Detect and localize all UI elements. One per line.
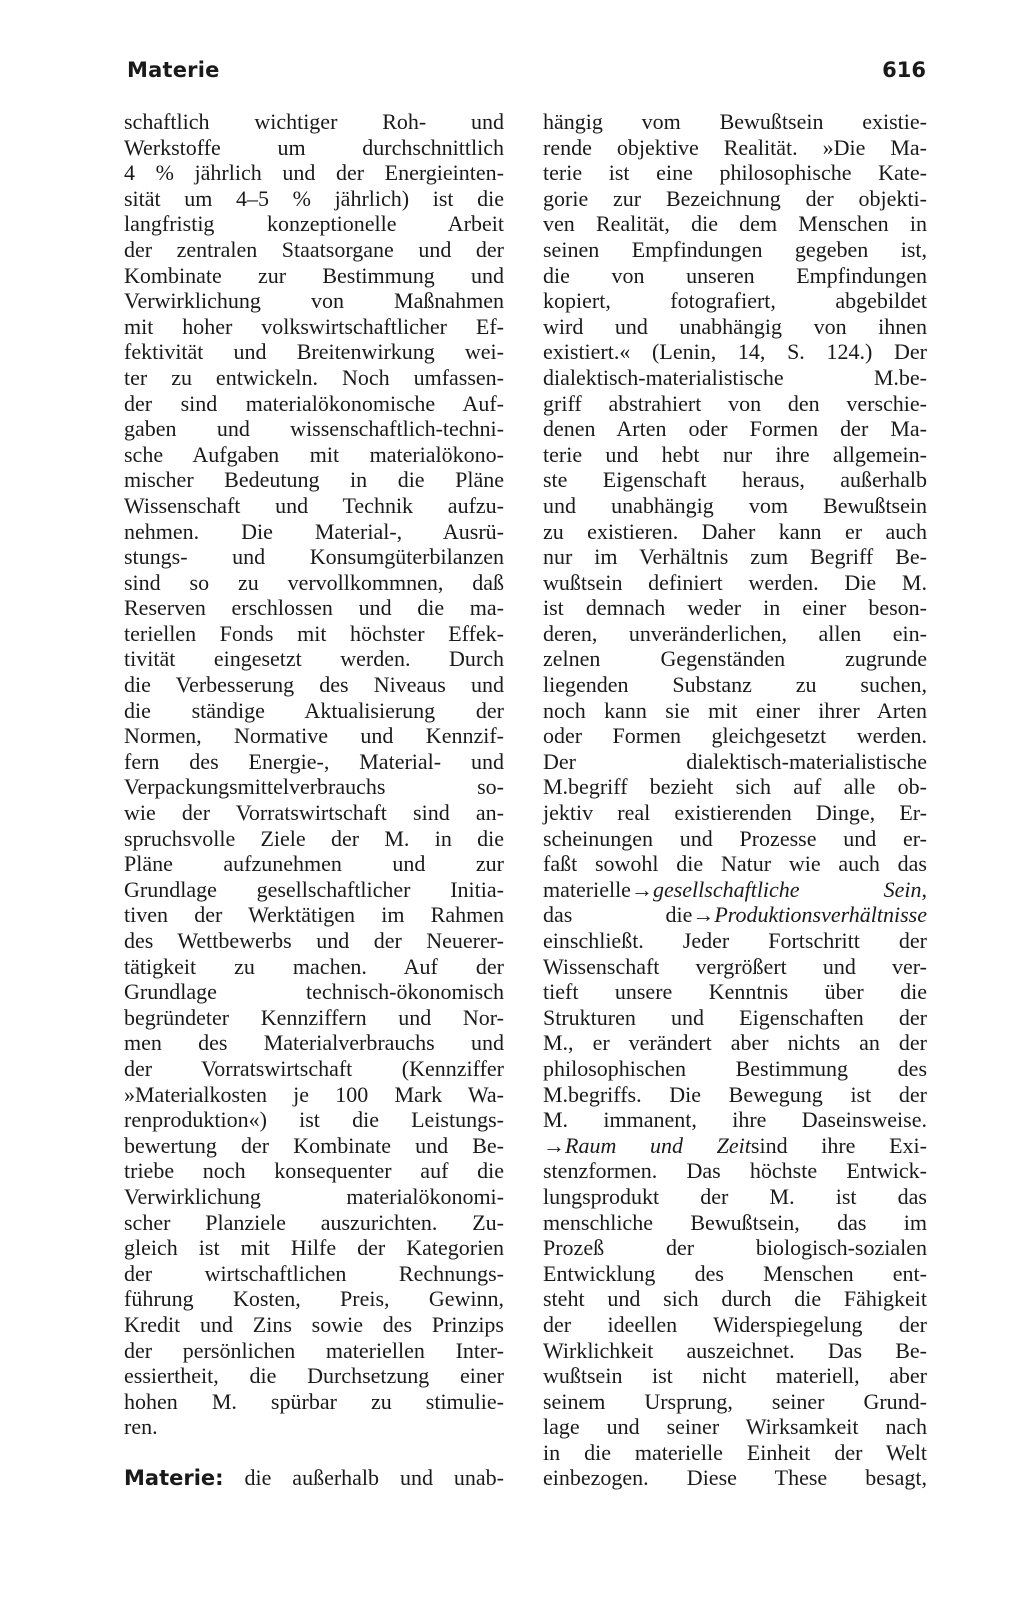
text-line: Reserven erschlossen und die ma- [124, 595, 504, 621]
text-line: hängig vom Bewußtsein existie- [543, 109, 927, 134]
ref-suffix: sind ihre Exi- [750, 1132, 927, 1158]
text-line: essiertheit, die Durchsetzung einer [124, 1363, 504, 1389]
entry-term: Materie: [124, 1466, 224, 1491]
text-line: die Verbesserung des Niveaus und [124, 672, 504, 698]
text-line: steht und sich durch die Fähigkeit [543, 1286, 927, 1312]
text-line: M.begriffs. Die Bewegung ist der [543, 1081, 927, 1107]
text-line: Der dialektisch-materialistische [543, 748, 927, 774]
text-line: Prozeß der biologisch-sozialen [543, 1235, 927, 1261]
text-line: tätigkeit zu machen. Auf der [124, 953, 504, 979]
text-line: wie der Vorratswirtschaft sind an- [124, 800, 504, 826]
text-line: triebe noch konsequenter auf die [124, 1158, 504, 1184]
text-line: ist demnach weder in einer beson- [543, 595, 927, 621]
running-headword: Materie [127, 58, 220, 82]
paragraph-gap [124, 1440, 504, 1466]
text-line: M.begriff bezieht sich auf alle ob- [543, 774, 927, 800]
text-line: ven Realität, die dem Menschen in [543, 211, 927, 237]
cross-reference-line [543, 902, 927, 928]
right-column [543, 109, 927, 1491]
text-line: sind so zu vervollkommnen, daß [124, 569, 504, 595]
text-line: kopiert, fotografiert, abgebildet [543, 288, 927, 314]
text-line: seinen Empfindungen gegeben ist, [543, 236, 927, 262]
text-line: sche Aufgaben mit materialökono- [124, 441, 504, 467]
text-line: wird und unabhängig von ihnen [543, 313, 927, 339]
text-line: der wirtschaftlichen Rechnungs- [124, 1260, 504, 1286]
text-line: jektiv real existierenden Dinge, Er- [543, 800, 927, 826]
text-line: einbezogen. Diese These besagt, [543, 1465, 927, 1491]
text-line: der sind materialökonomische Auf- [124, 390, 504, 416]
text-line: Strukturen und Eigenschaften der [543, 1004, 927, 1030]
text-line: des Wettbewerbs und der Neuerer- [124, 928, 504, 953]
entry-text: die außerhalb und unab- [244, 1465, 504, 1491]
text-line: Kombinate zur Bestimmung und [124, 262, 504, 288]
text-line: Verwirklichung materialökonomi- [124, 1183, 504, 1209]
text-line: ste Eigenschaft heraus, außerhalb [543, 467, 927, 493]
text-line: mischer Bedeutung in die Pläne [124, 467, 504, 493]
text-line: renproduktion«) ist die Leistungs- [124, 1107, 504, 1133]
text-line: der ideellen Widerspiegelung der [543, 1311, 927, 1337]
text-line: liegenden Substanz zu suchen, [543, 672, 927, 698]
text-line: terie und hebt nur ihre allgemein- [543, 441, 927, 467]
text-line: tiven der Werktätigen im Rahmen [124, 902, 504, 928]
text-line: stungs- und Konsumgüterbilanzen [124, 544, 504, 570]
arrow-icon: → [543, 1132, 565, 1158]
cross-reference-line [543, 877, 927, 903]
ref-term-wrap [714, 902, 927, 927]
text-line: gaben und wissenschaftlich-techni- [124, 416, 504, 442]
text-line: men des Materialverbrauchs und [124, 1030, 504, 1056]
text-line: tivität eingesetzt werden. Durch [124, 646, 504, 672]
text-line: gorie zur Bezeichnung der objekti- [543, 185, 927, 211]
text-line: begründeter Kennziffern und Nor- [124, 1004, 504, 1030]
text-line: spruchsvolle Ziele der M. in die [124, 825, 504, 851]
text-line: menschliche Bewußtsein, das im [543, 1209, 927, 1235]
text-line: Grundlage gesellschaftlicher Initia- [124, 876, 504, 902]
text-line: »Materialkosten je 100 Mark Wa- [124, 1081, 504, 1107]
text-line: einschließt. Jeder Fortschritt der [543, 928, 927, 953]
text-line: ren. [124, 1414, 158, 1440]
text-line: Werkstoffe um durchschnittlich [124, 134, 504, 160]
left-column [124, 109, 504, 1491]
page-number: 616 [882, 58, 926, 82]
text-line: schaftlich wichtiger Roh- und [124, 109, 504, 134]
text-line: langfristig konzeptionelle Arbeit [124, 211, 504, 237]
text-line: Wirklichkeit auszeichnet. Das Be- [543, 1337, 927, 1363]
arrow-icon: → [630, 876, 653, 902]
text-line: nehmen. Die Material-, Ausrü- [124, 518, 504, 544]
arrow-icon: → [692, 902, 715, 928]
text-line: in die materielle Einheit der Welt [543, 1439, 927, 1465]
text-line: M., er verändert aber nichts an der [543, 1030, 927, 1056]
cross-reference-term: Raum und Zeit [565, 1132, 751, 1158]
page-header [127, 58, 926, 88]
text-line: fektivität und Breitenwirkung wei- [124, 339, 504, 365]
text-line: Wissenschaft und Technik aufzu- [124, 492, 504, 518]
text-line: gleich ist mit Hilfe der Kategorien [124, 1235, 504, 1261]
text-line: die ständige Aktualisierung der [124, 697, 504, 723]
text-line: griff abstrahiert von den verschie- [543, 390, 927, 416]
text-line: teriellen Fonds mit höchster Effek- [124, 620, 504, 646]
text-line: 4 % jährlich und der Energieinten- [124, 160, 504, 186]
text-line: Wissenschaft vergrößert und ver- [543, 953, 927, 979]
text-line: M. immanent, ihre Daseinsweise. [543, 1107, 927, 1133]
text-line: der Vorratswirtschaft (Kennziffer [124, 1055, 504, 1081]
text-line: hohen M. spürbar zu stimulie- [124, 1388, 504, 1414]
ref-prefix: das die [543, 902, 693, 928]
ref-prefix: materielle [543, 876, 631, 902]
text-line: wußtsein definiert werden. Die M. [543, 569, 927, 595]
text-line: deren, unveränderlichen, allen ein- [543, 620, 927, 646]
text-line: tieft unsere Kenntnis über die [543, 979, 927, 1005]
text-line: Verpackungsmittelverbrauchs so- [124, 774, 504, 800]
text-line: Verwirklichung von Maßnahmen [124, 288, 504, 314]
text-line: scher Planziele auszurichten. Zu- [124, 1209, 504, 1235]
text-line: mit hoher volkswirtschaftlicher Ef- [124, 313, 504, 339]
text-line: der persönlichen materiellen Inter- [124, 1337, 504, 1363]
text-line: lage und seiner Wirksamkeit nach [543, 1414, 927, 1440]
ref-suffix: , [921, 876, 927, 902]
text-line: terie ist eine philosophische Kate- [543, 160, 927, 186]
cross-reference-term: Produktionsverhältnisse [714, 902, 927, 928]
text-line: existiert.« (Lenin, 14, S. 124.) Der [543, 339, 927, 365]
text-line: Normen, Normative und Kennzif- [124, 723, 504, 749]
text-line: fern des Energie-, Material- und [124, 748, 504, 774]
text-line: die von unseren Empfindungen [543, 262, 927, 288]
text-line: faßt sowohl die Natur wie auch das [543, 851, 927, 877]
text-line: oder Formen gleichgesetzt werden. [543, 723, 927, 749]
text-line: sität um 4–5 % jährlich) ist die [124, 185, 504, 211]
text-line: noch kann sie mit einer ihrer Arten [543, 697, 927, 723]
text-line: lungsprodukt der M. ist das [543, 1183, 927, 1209]
text-line: denen Arten oder Formen der Ma- [543, 416, 927, 442]
text-line: Entwicklung des Menschen ent- [543, 1260, 927, 1286]
text-line: bewertung der Kombinate und Be- [124, 1132, 504, 1158]
text-line: führung Kosten, Preis, Gewinn, [124, 1286, 504, 1312]
text-line: philosophischen Bestimmung des [543, 1055, 927, 1081]
text-line: nur im Verhältnis zum Begriff Be- [543, 544, 927, 570]
text-line: stenzformen. Das höchste Entwick- [543, 1158, 927, 1184]
text-line: wußtsein ist nicht materiell, aber [543, 1363, 927, 1389]
text-line: der zentralen Staatsorgane und der [124, 236, 504, 262]
text-line: rende objektive Realität. »Die Ma- [543, 134, 927, 160]
text-line: Kredit und Zins sowie des Prinzips [124, 1311, 504, 1337]
text-line: und unabhängig vom Bewußtsein [543, 492, 927, 518]
text-line: ter zu entwickeln. Noch umfassen- [124, 364, 504, 390]
text-line: Pläne aufzunehmen und zur [124, 851, 504, 877]
text-line: zelnen Gegenständen zugrunde [543, 646, 927, 672]
entry-line [124, 1465, 504, 1491]
text-line: seinem Ursprung, seiner Grund- [543, 1388, 927, 1414]
text-line: Grundlage technisch-ökonomisch [124, 979, 504, 1005]
text-line: zu existieren. Daher kann er auch [543, 518, 927, 544]
text-line: dialektisch-materialistische M.be- [543, 364, 927, 390]
cross-reference-line [543, 1133, 927, 1159]
cross-reference-term: gesellschaftliche Sein [652, 876, 922, 902]
ref-term-wrap [653, 877, 927, 902]
text-line: scheinungen und Prozesse und er- [543, 825, 927, 851]
